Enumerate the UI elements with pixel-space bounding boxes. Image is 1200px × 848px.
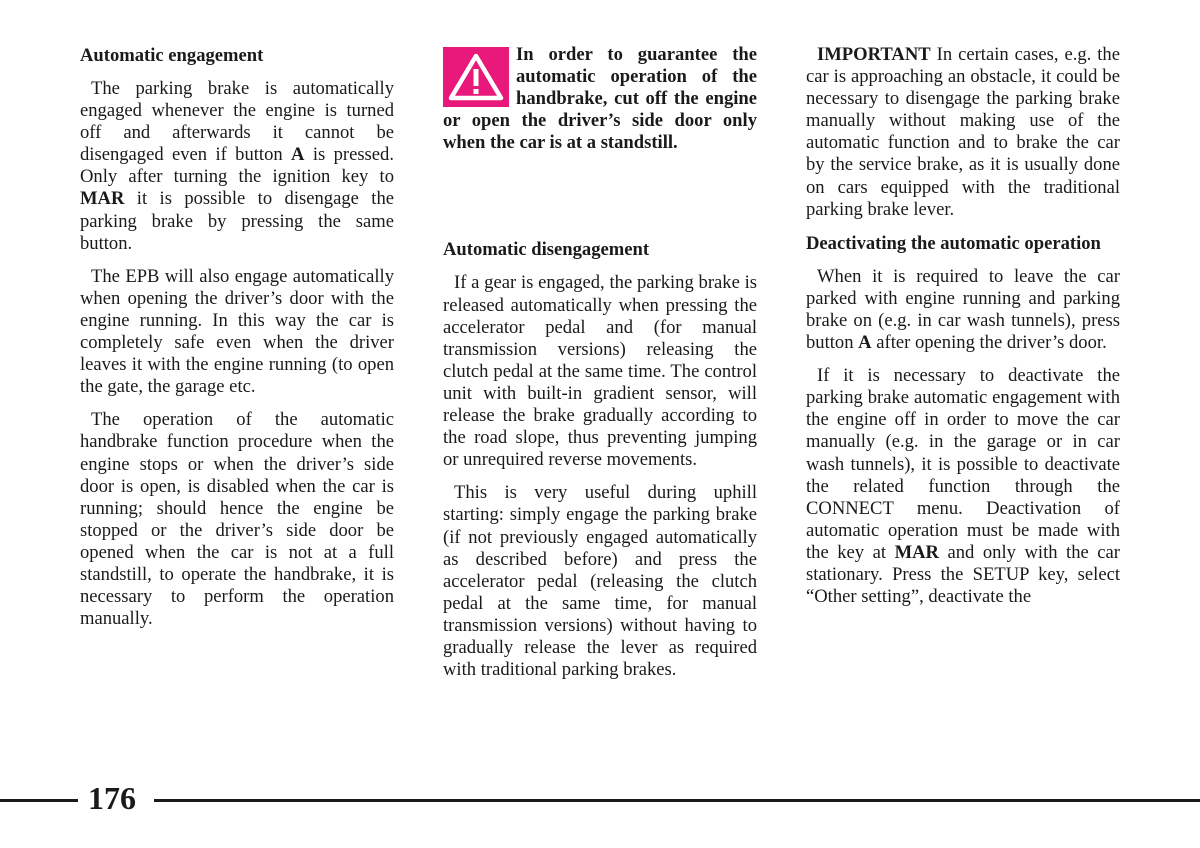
paragraph-disengagement-2: This is very useful during uphill starting: simply engage the parking brake (if not previously engaged automatically as described before) and press the accelerator pedal (releasing the clutch pedal at the same time, for manual transmission versions) without having to gradually release the lever as required with traditional parking brakes. [443,482,757,681]
column-left [80,44,394,641]
warning-triangle-icon [443,47,509,107]
page-number: 176 [88,780,136,816]
heading-automatic-disengagement: Automatic disengagement [443,239,650,261]
paragraph-important: IMPORTANT In certain cases, e.g. the car is approaching an obstacle, it could be necessary to disengage the parking brake manually without making use of the automatic function and to brake the car by the service brake, as it is usually done on cars equipped with the traditional parking brake lever. [806,44,1120,220]
paragraph-deactivating-2: If it is necessary to deactivate the parking brake automatic engagement with the engine off in order to move the car manually (e.g. in the garage or in car wash tunnels), it is possible to deactivate the related function through the CONNECT menu. Deactivation of automatic operation must be made with the key at MAR and only with the car stationary. Press the SETUP key, select “Other setting”, deactivate the [806,365,1120,608]
heading-deactivating: Deactivating the automatic operation [806,232,1101,254]
paragraph-deactivating-1: When it is required to leave the car parked with engine running and parking brake on (e.g. in car wash tunnels), press button A after opening the driver’s door. [806,265,1120,354]
heading-automatic-engagement: Automatic engagement [80,45,264,66]
footer-rule-left [0,799,78,802]
column-right [806,44,1120,619]
paragraph-engagement-3: The operation of the automatic handbrake function procedure when the engine stops or when the driver’s side door is open, is disabled when the car is running; should hence the engine be stopped or the driver’s side door be opened when the car is not at a full standstill, to operate the handbrake, it is necessary to perform the operation manually. [80,409,394,630]
paragraph-engagement-1: The parking brake is automatically engaged whenever the engine is turned off and afterwards it cannot be disengaged even if button A is pressed. Only after turning the ignition key to MAR it is possible to disengage the parking brake by pressing the same button. [80,78,394,254]
paragraph-engagement-2: The EPB will also engage automatically when opening the driver’s door with the engine running. In this way the car is completely safe even when the driver leaves it with the engine running (to open the gate, the garage etc. [80,265,394,398]
warning-block [443,44,757,154]
footer-rule-right [154,799,1200,802]
warning-text: In order to guarantee the automatic operation of the handbrake, cut off the engine or open the driver’s side door only when the car is at a standstill. [443,44,757,154]
paragraph-disengagement-1: If a gear is engaged, the parking brake is released automatically when pressing the accelerator pedal and (for manual transmission versions) releasing the clutch pedal at the same time. The control unit with built-in gradient sensor, will release the brake gradually according to the road slope, thus preventing jumping or unrequired reverse movements. [443,272,757,471]
column-middle [443,44,757,692]
